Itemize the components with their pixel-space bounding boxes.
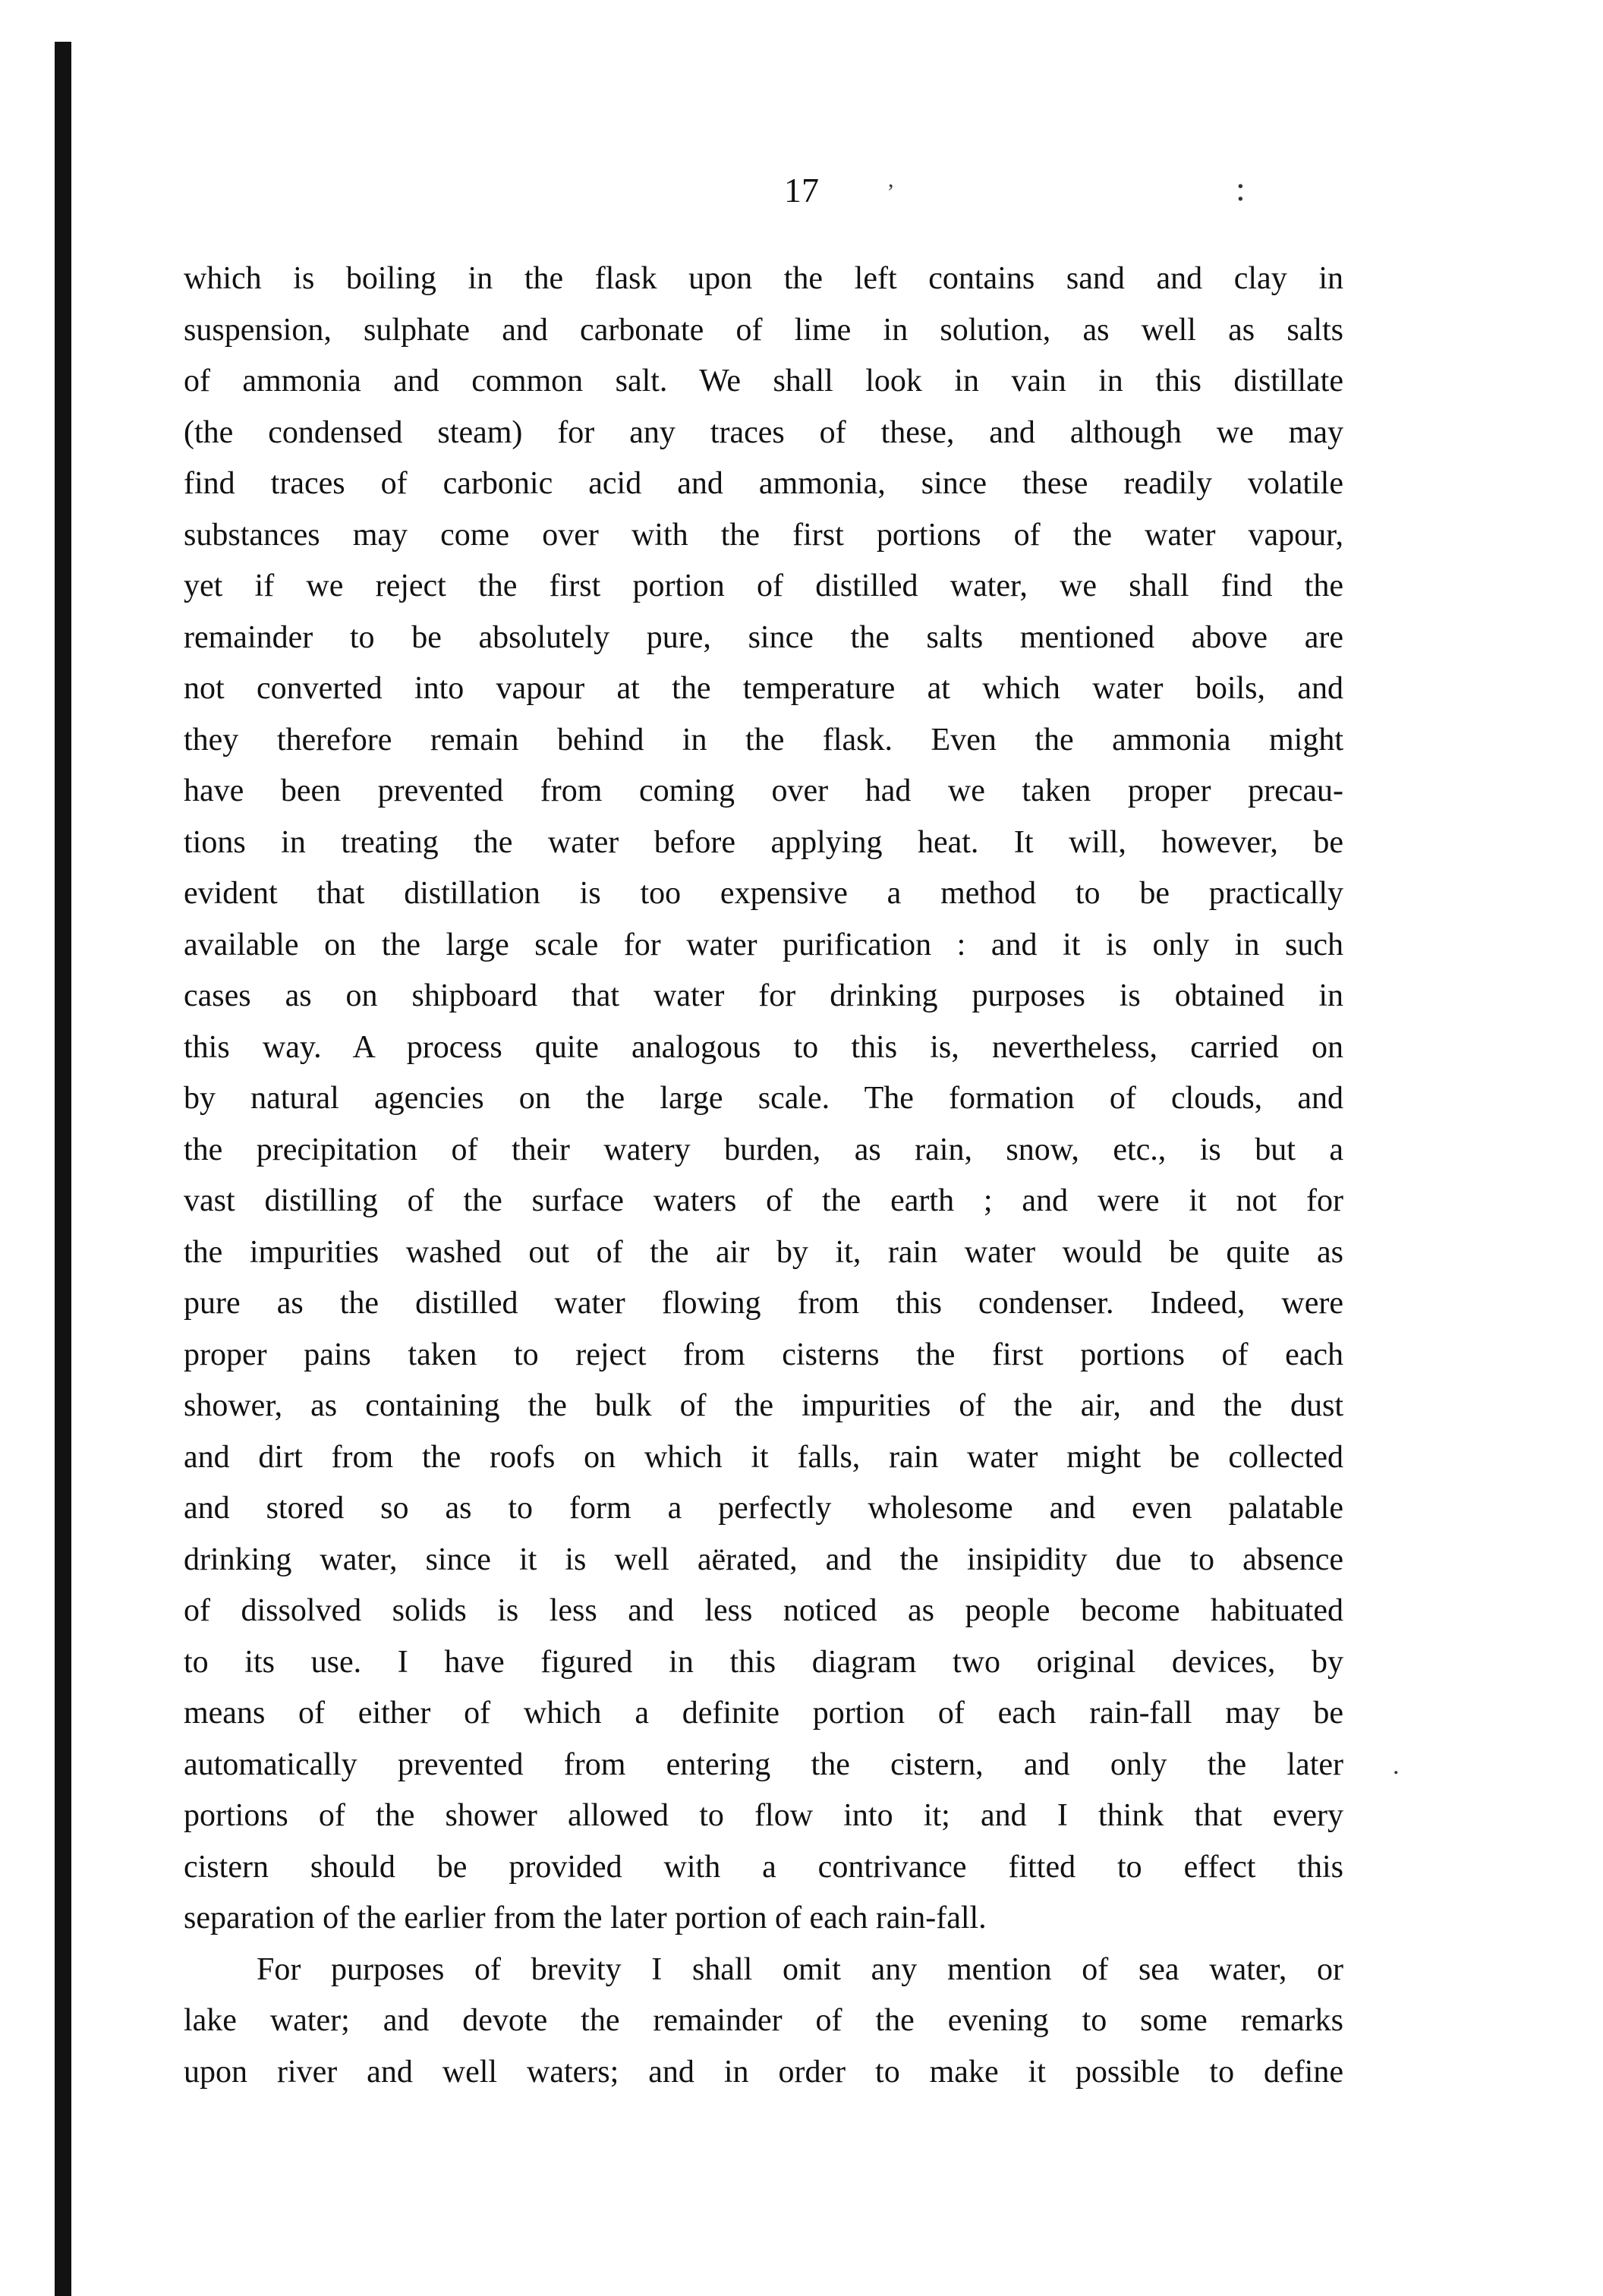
text-line: portions of the shower allowed to flow into it; and I think that every [184, 1798, 1343, 1833]
stray-mark-colon: : [1236, 169, 1246, 208]
body-text [184, 254, 1343, 2098]
page-number: 17 [784, 171, 819, 209]
text-line: drinking water, since it is well aërated, and the insipidity due to absence [184, 1542, 1343, 1577]
text-line: substances may come over with the first portions of the water vapour, [184, 517, 1343, 553]
text-line: lake water; and devote the remainder of the evening to some remarks [184, 2003, 1343, 2038]
text-line: the precipitation of their watery burden, as rain, snow, etc., is but a [184, 1132, 1343, 1167]
text-line: suspension, sulphate and carbonate of lime in solution, as well as salts [184, 312, 1343, 348]
text-line: tions in treating the water before applying heat. It will, however, be [184, 824, 1343, 860]
text-line: they therefore remain behind in the flask. Even the ammonia might [184, 722, 1343, 757]
text-line: proper pains taken to reject from cisterns the first portions of each [184, 1337, 1343, 1372]
text-line: upon river and well waters; and in order to make it possible to define [184, 2054, 1343, 2090]
text-line: shower, as containing the bulk of the impurities of the air, and the dust [184, 1388, 1343, 1423]
text-line: remainder to be absolutely pure, since the salts mentioned above are [184, 619, 1343, 655]
text-line: to its use. I have figured in this diagram two original devices, by [184, 1644, 1343, 1680]
text-line: and dirt from the roofs on which it falls, rain water might be collected [184, 1439, 1343, 1475]
text-line: pure as the distilled water flowing from this condenser. Indeed, were [184, 1286, 1343, 1321]
text-line: cistern should be provided with a contrivance fitted to effect this [184, 1849, 1343, 1885]
text-line: cases as on shipboard that water for drinking purposes is obtained in [184, 978, 1343, 1013]
binding-edge [55, 42, 71, 2296]
text-line: not converted into vapour at the temperature at which water boils, and [184, 671, 1343, 706]
text-line: automatically prevented from entering the cistern, and only the later [184, 1746, 1343, 1782]
text-line: of ammonia and common salt. We shall look in vain in this distillate [184, 364, 1343, 398]
text-line: and stored so as to form a perfectly wholesome and even palatable [184, 1491, 1343, 1526]
text-line: by natural agencies on the large scale. The formation of clouds, and [184, 1081, 1343, 1116]
text-line: vast distilling of the surface waters of the earth ; and were it not for [184, 1183, 1343, 1218]
text-line: evident that distillation is too expensive a method to be practically [184, 876, 1343, 911]
text-line: separation of the earlier from the later portion of each rain-fall. [184, 1901, 987, 1935]
text-line: the impurities washed out of the air by it, rain water would be quite as [184, 1234, 1343, 1270]
text-line: means of either of which a definite portion of each rain-fall may be [184, 1696, 1343, 1731]
text-line: (the condensed steam) for any traces of these, and although we may [184, 414, 1343, 450]
text-line: find traces of carbonic acid and ammonia, since these readily volatile [184, 466, 1343, 501]
text-line: have been prevented from coming over had we taken proper precau- [184, 773, 1343, 808]
text-line: yet if we reject the first portion of distilled water, we shall find the [184, 568, 1343, 603]
stray-mark-comma: , [888, 167, 894, 192]
text-line: of dissolved solids is less and less noticed as people become habituated [184, 1593, 1343, 1628]
text-line: which is boiling in the flask upon the left contains sand and clay in [184, 261, 1343, 296]
text-line: For purposes of brevity I shall omit any mention of sea water, or [257, 1951, 1343, 1987]
stray-mark-dot: . [1393, 1752, 1400, 1780]
text-line: available on the large scale for water purification : and it is only in such [184, 927, 1343, 962]
text-line: this way. A process quite analogous to this is, nevertheless, carried on [184, 1029, 1343, 1065]
